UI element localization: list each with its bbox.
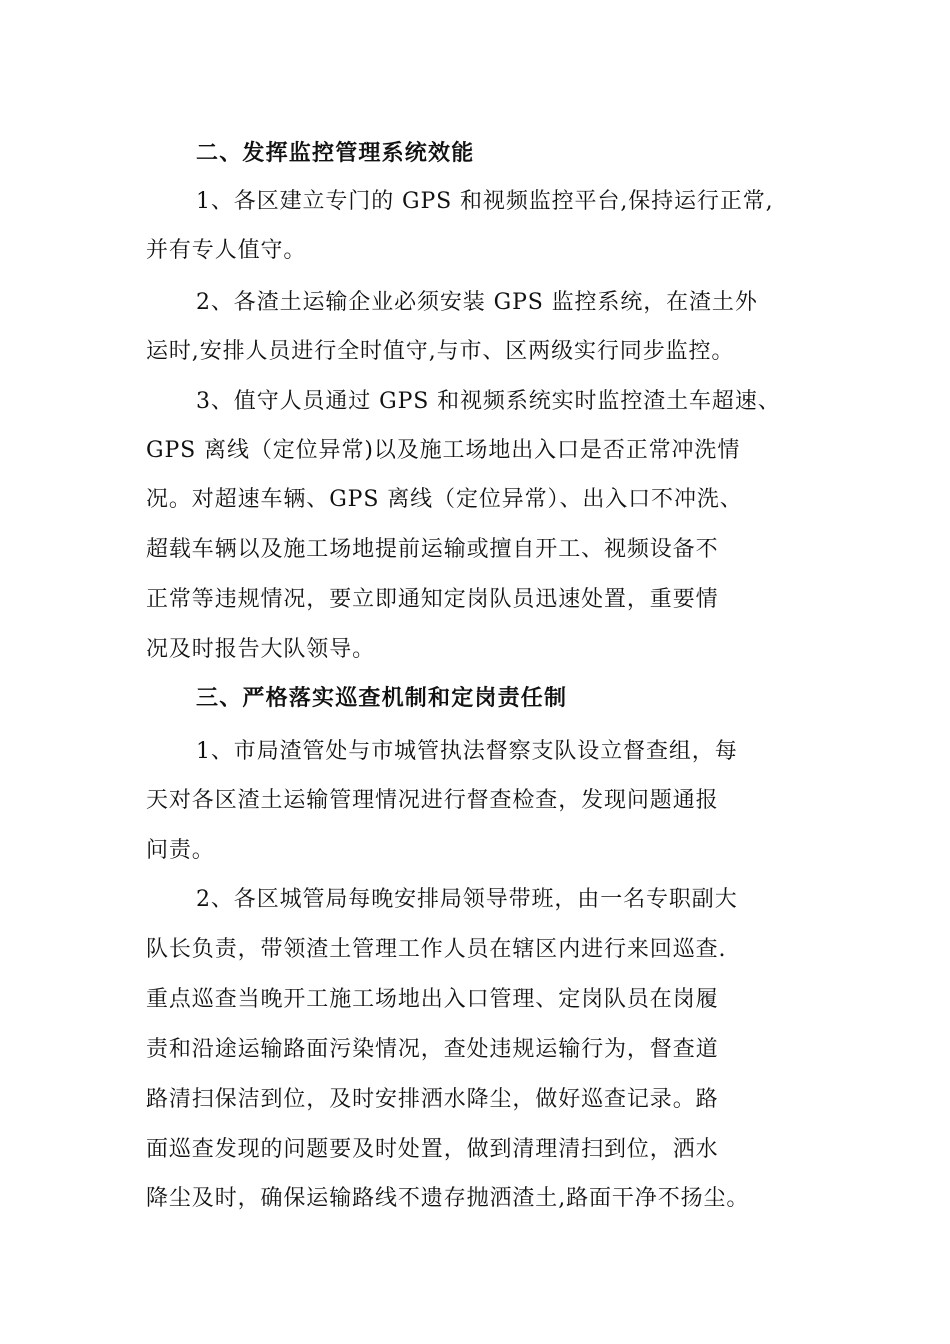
paragraph-line: GPS 离线（定位异常)以及施工场地出入口是否正常冲洗情	[146, 438, 741, 463]
paragraph-line: 责和沿途运输路面污染情况，查处违规运输行为，督查道	[146, 1037, 719, 1062]
paragraph-line: 2、各区城管局每晚安排局领导带班，由一名专职副大	[196, 887, 738, 912]
paragraph-line: 面巡查发现的问题要及时处置，做到清理清扫到位，洒水	[146, 1137, 719, 1162]
paragraph-line: 重点巡查当晚开工施工场地出入口管理、定岗队员在岗履	[146, 987, 719, 1012]
paragraph-line: 超载车辆以及施工场地提前运输或擅自开工、视频设备不	[146, 537, 719, 562]
paragraph-line: 降尘及时，确保运输路线不遗存抛洒渣土,路面干净不扬尘。	[146, 1186, 750, 1211]
paragraph-line: 况。对超速车辆、GPS 离线（定位异常）、出入口不冲洗、	[146, 487, 743, 512]
paragraph-line: 天对各区渣土运输管理情况进行督查检查，发现问题通报	[146, 788, 719, 813]
section-heading-3: 三、严格落实巡查机制和定岗责任制	[196, 686, 568, 711]
paragraph-line: 1、市局渣管处与市城管执法督察支队设立督查组，每	[196, 739, 738, 764]
paragraph-line: 1、各区建立专门的 GPS 和视频监控平台,保持运行正常,	[196, 189, 774, 214]
paragraph-line: 队长负责，带领渣土管理工作人员在辖区内进行来回巡查.	[146, 937, 727, 962]
paragraph-line: 路清扫保洁到位，及时安排洒水降尘，做好巡查记录。路	[146, 1087, 719, 1112]
section-heading-2: 二、发挥监控管理系统效能	[196, 141, 475, 166]
paragraph-line: 3、值守人员通过 GPS 和视频系统实时监控渣土车超速、	[196, 389, 781, 414]
paragraph-line: 运时,安排人员进行全时值守,与市、区两级实行同步监控。	[146, 339, 735, 364]
paragraph-line: 正常等违规情况，要立即通知定岗队员迅速处置，重要情	[146, 587, 719, 612]
paragraph-line: 并有专人值守。	[146, 238, 307, 263]
paragraph-line: 况及时报告大队领导。	[146, 637, 376, 662]
paragraph-line: 问责。	[146, 838, 215, 863]
paragraph-line: 2、各渣土运输企业必须安装 GPS 监控系统，在渣土外	[196, 290, 758, 315]
